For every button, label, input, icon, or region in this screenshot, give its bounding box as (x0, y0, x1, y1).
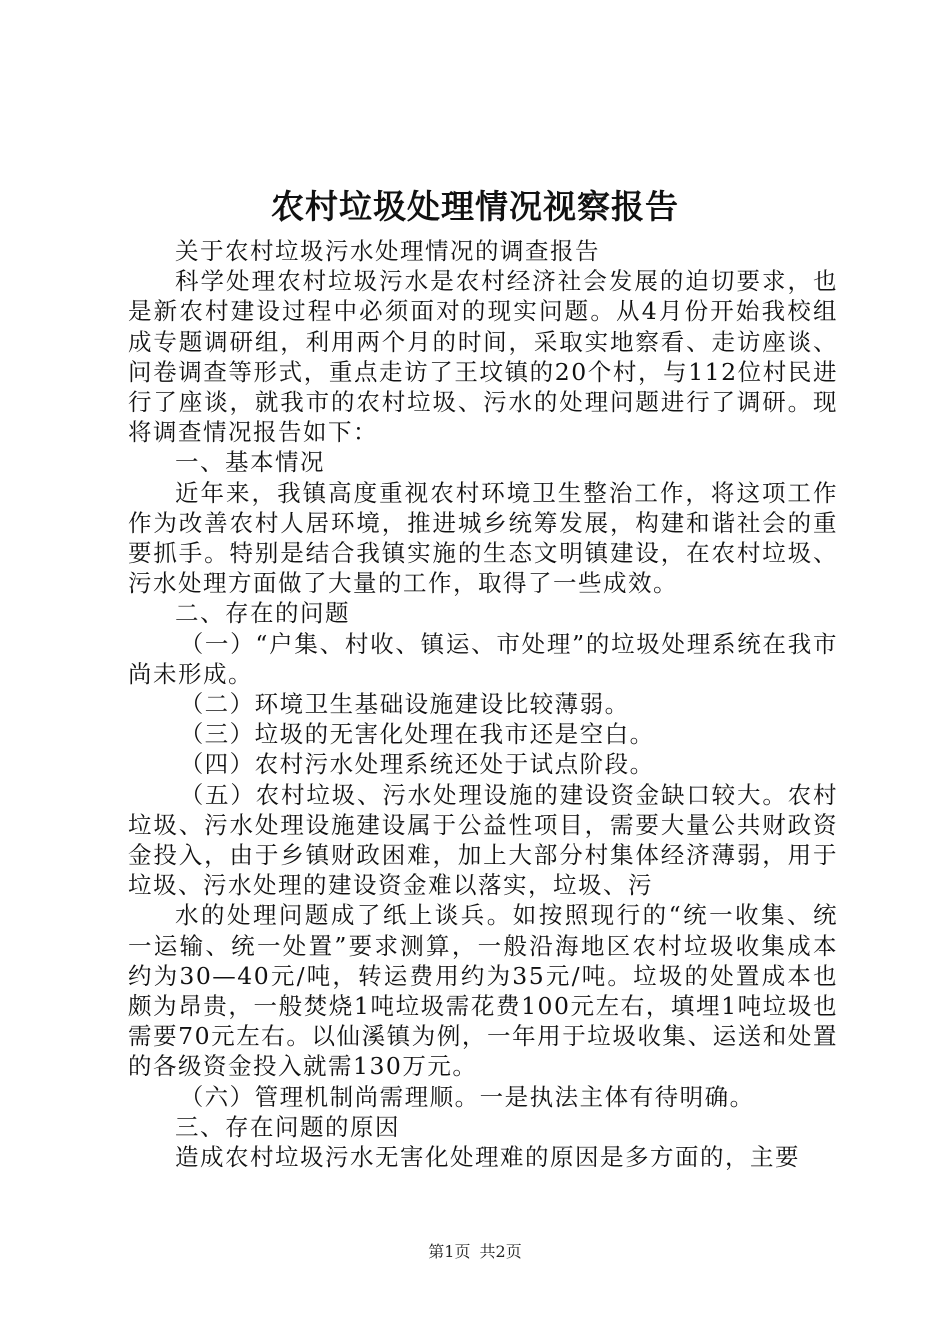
section-heading: 二、存在的问题 (175, 599, 350, 628)
list-item: （二）环境卫生基础设施建设比较薄弱。 (179, 690, 630, 719)
page-number: 第1页 (428, 1242, 471, 1261)
paragraph: 水的处理问题成了纸上谈兵。如按照现行的“统一收集、统一运输、统一处置”要求测算，一般沿海地区农村垃圾收集成本约为30—40元/吨，转运费用约为35元/吨。垃圾的处置成本也颇为昂贵，一般焚烧1吨垃圾需花费100元左右，填埋1吨垃圾也需要70元左右。以仙溪镇为例，一年用于垃圾收集、运送和处置的各级资金投入就需130万元。 (128, 901, 838, 1081)
document-title: 农村垃圾处理情况视察报告 (271, 187, 679, 226)
list-item: （六）管理机制尚需理顺。一是执法主体有待明确。 (179, 1082, 755, 1111)
document-body (128, 236, 838, 1172)
list-item: （四）农村污水处理系统还处于试点阶段。 (179, 750, 655, 779)
page-footer (0, 1241, 950, 1263)
section-heading: 三、存在问题的原因 (175, 1112, 400, 1141)
paragraph: 造成农村垃圾污水无害化处理难的原因是多方面的，主要 (175, 1143, 800, 1172)
paragraph: 近年来，我镇高度重视农村环境卫生整治工作，将这项工作作为改善农村人居环境，推进城乡统筹发展，构建和谐社会的重要抓手。特别是结合我镇实施的生态文明镇建设，在农村垃圾、污水处理方面做了大量的工作，取得了一些成效。 (128, 478, 838, 598)
page-total: 共2页 (479, 1242, 522, 1261)
list-item: （三）垃圾的无害化处理在我市还是空白。 (179, 720, 655, 749)
report-subtitle: 关于农村垃圾污水处理情况的调查报告 (175, 237, 600, 265)
list-item: （一）“户集、村收、镇运、市处理”的垃圾处理系统在我市尚未形成。 (128, 629, 838, 688)
list-item: （五）农村垃圾、污水处理设施的建设资金缺口较大。农村垃圾、污水处理设施建设属于公益性项目，需要大量公共财政资金投入，由于乡镇财政困难，加上大部分村集体经济薄弱，用于垃圾、污水处理的建设资金难以落实，垃圾、污 (128, 780, 838, 900)
section-heading: 一、基本情况 (175, 448, 325, 477)
paragraph: 科学处理农村垃圾污水是农村经济社会发展的迫切要求，也是新农村建设过程中必须面对的现实问题。从4月份开始我校组成专题调研组，利用两个月的时间，采取实地察看、走访座谈、问卷调查等形式，重点走访了王坟镇的20个村，与112位村民进行了座谈，就我市的农村垃圾、污水的处理问题进行了调研。现将调查情况报告如下： (128, 267, 838, 447)
